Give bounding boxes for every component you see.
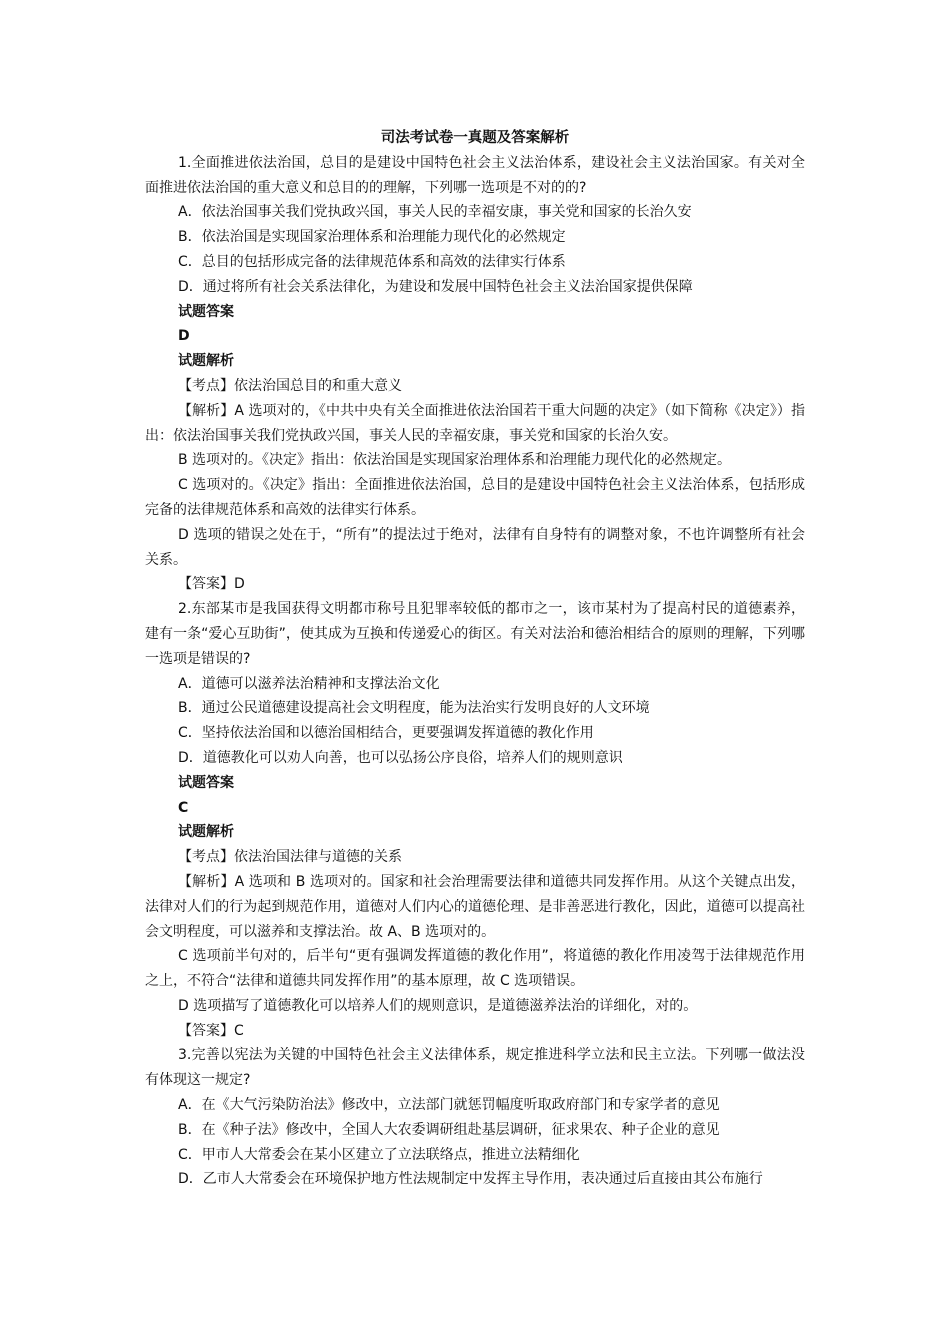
q1-stem: 1.全面推进依法治国，总目的是建设中国特色社会主义法治体系，建设社会主义法治国家。有关对全面推进依法治国的重大意义和总目的的理解，下列哪一选项是不对的的?: [145, 154, 805, 196]
q2-option-c: C．坚持依法治国和以德治国相结合，更要强调发挥道德的教化作用: [178, 725, 594, 742]
q2-analysis-3: D 选项描写了道德教化可以培养人们的规则意识，是道德滋养法治的详细化，对的。: [178, 997, 698, 1014]
q3-option-a: A．在《大气污染防治法》修改中，立法部门就惩罚幅度听取政府部门和专家学者的意见: [178, 1097, 720, 1114]
q2-answer-heading: 试题答案: [178, 774, 234, 791]
q1-option-c: C．总目的包括形成完备的法律规范体系和高效的法律实行体系: [178, 253, 566, 270]
q2-analysis-2: C 选项前半句对的，后半句“更有强调发挥道德的教化作用”，将道德的教化作用凌驾于法律规范作用之上，不符合“法律和道德共同发挥作用”的基本原理，故 C 选项错误。: [145, 948, 805, 990]
q1-option-a: A．依法治国事关我们党执政兴国，事关人民的幸福安康，事关党和国家的长治久安: [178, 204, 692, 221]
q1-answer-line: 【答案】D: [178, 576, 245, 593]
q2-kaodian: 【考点】依法治国法律与道德的关系: [178, 849, 402, 866]
q2-stem: 2.东部某市是我国获得文明都市称号且犯罪率较低的都市之一，该市某村为了提高村民的道德素养，建有一条“爱心互助街”，使其成为互换和传递爱心的街区。有关对法治和德治相结合的原则的理解，下列哪一选项是错误的?: [145, 601, 805, 667]
q3-stem: 3.完善以宪法为关键的中国特色社会主义法律体系，规定推进科学立法和民主立法。下列哪一做法没有体现这一规定?: [145, 1047, 805, 1089]
q2-analysis-heading: 试题解析: [178, 824, 234, 841]
q1-answer-letter: D: [178, 328, 190, 345]
q2-answer-letter: C: [178, 799, 189, 816]
q1-analysis-2: B 选项对的。《决定》指出：依法治国是实现国家治理体系和治理能力现代化的必然规定。: [178, 452, 732, 469]
q3-option-b: B．在《种子法》修改中，全国人大农委调研组赴基层调研，征求果农、种子企业的意见: [178, 1121, 720, 1138]
q1-option-d: D．通过将所有社会关系法律化，为建设和发展中国特色社会主义法治国家提供保障: [178, 278, 693, 295]
q1-analysis-heading: 试题解析: [178, 353, 234, 370]
q1-answer-heading: 试题答案: [178, 303, 234, 320]
q3-option-c: C．甲市人大常委会在某小区建立了立法联络点，推进立法精细化: [178, 1146, 580, 1163]
q2-option-a: A．道德可以滋养法治精神和支撑法治文化: [178, 675, 440, 692]
q1-analysis-3: C 选项对的。《决定》指出：全面推进依法治国，总目的是建设中国特色社会主义法治体系，包括形成完备的法律规范体系和高效的法律实行体系。: [145, 477, 805, 518]
q1-kaodian: 【考点】依法治国总目的和重大意义: [178, 377, 402, 394]
q3-option-d: D．乙市人大常委会在环境保护地方性法规制定中发挥主导作用，表决通过后直接由其公布施行: [178, 1171, 763, 1188]
q2-option-b: B．通过公民道德建设提高社会文明程度，能为法治实行发明良好的人文环境: [178, 700, 650, 717]
q1-analysis-1: 【解析】A 选项对的，《中共中央有关全面推进依法治国若干重大问题的决定》（如下简称《决定》）指出：依法治国事关我们党执政兴国，事关人民的幸福安康，事关党和国家的长治久安。: [145, 402, 805, 444]
document-title: 司法考试卷一真题及答案解析: [380, 130, 570, 146]
document-page: [145, 126, 805, 1192]
q2-answer-line: 【答案】C: [178, 1022, 244, 1039]
q2-analysis-1: 【解析】A 选项和 B 选项对的。国家和社会治理需要法律和道德共同发挥作用。从这个关键点出发，法律对人们的行为起到规范作用，道德对人们内心的道德伦理、是非善恶进行教化，因此，道德可以提高社会文明程度，可以滋养和支撑法治。故 A、B 选项对的。: [145, 873, 805, 940]
q1-option-b: B．依法治国是实现国家治理体系和治理能力现代化的必然规定: [178, 229, 566, 246]
q1-analysis-4: D 选项的错误之处在于，“所有”的提法过于绝对，法律有自身特有的调整对象，不也许调整所有社会关系。: [145, 526, 805, 568]
q2-option-d: D．道德教化可以劝人向善，也可以弘扬公序良俗，培养人们的规则意识: [178, 749, 623, 766]
